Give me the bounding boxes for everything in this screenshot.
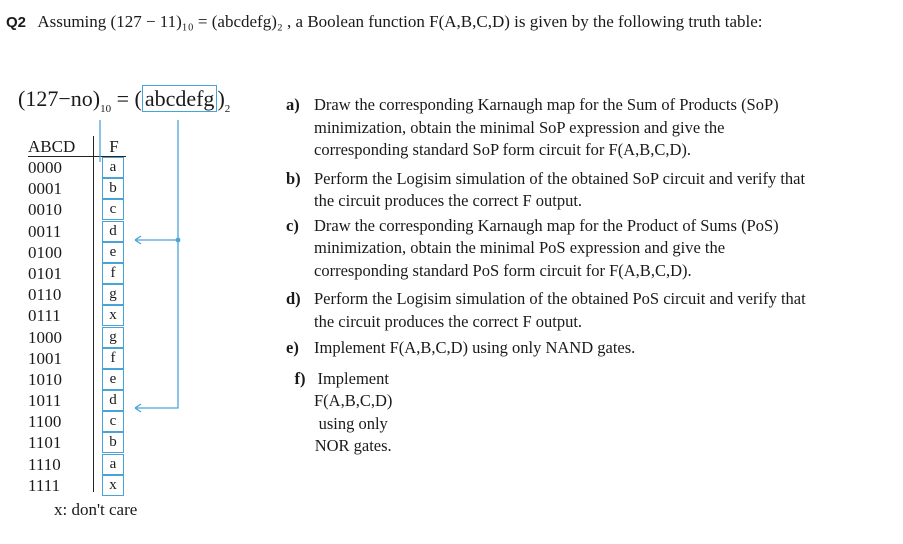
- row-inputs: 1011: [28, 391, 62, 411]
- row-output: d: [102, 221, 124, 242]
- row-output: d: [102, 390, 124, 411]
- question-part-a: [286, 94, 816, 162]
- row-inputs: 1110: [28, 454, 61, 474]
- question-parts: [286, 94, 816, 460]
- row-output: e: [102, 242, 124, 263]
- row-inputs: 1010: [28, 369, 62, 389]
- part-text: Implement F(A,B,C,D) using only NOR gates.: [314, 368, 393, 455]
- row-inputs: 0000: [28, 158, 62, 177]
- header-output: F: [109, 137, 119, 156]
- row-output: f: [102, 348, 124, 369]
- part-label: f): [294, 368, 306, 388]
- question-part-f: [286, 368, 393, 458]
- row-inputs: 0011: [28, 221, 62, 241]
- question-part-d: [286, 288, 816, 333]
- formula-boxed-bits: abcdefg: [142, 85, 218, 112]
- part-text: Draw the corresponding Karnaugh map for the Sum of Products (SoP) minimization, obtain the minimal SoP expression and give the corresponding standard SoP form circuit for F(A,B,C,D).: [314, 95, 779, 159]
- row-inputs: 1000: [28, 327, 62, 347]
- part-label: d): [286, 289, 301, 308]
- row-inputs: 0110: [28, 285, 62, 305]
- question-part-b: [286, 168, 816, 213]
- row-output: f: [102, 263, 124, 284]
- part-text: Perform the Logisim simulation of the obtained SoP circuit and verify that the circuit produces the correct F output.: [314, 168, 806, 210]
- row-inputs: 0100: [28, 242, 62, 262]
- row-output: e: [102, 369, 124, 390]
- formula-right-sub: 2: [224, 103, 231, 115]
- question-part-c: [286, 215, 816, 283]
- part-label: a): [286, 95, 300, 114]
- row-output: b: [102, 432, 124, 453]
- part-text: Perform the Logisim simulation of the obtained PoS circuit and verify that the circuit produces the correct F output.: [314, 289, 806, 331]
- row-inputs: 1001: [28, 348, 62, 368]
- row-output: b: [102, 178, 124, 199]
- part-label: b): [286, 168, 301, 188]
- dont-care-note: x: don't care: [54, 500, 138, 519]
- row-output: x: [102, 475, 124, 496]
- row-output: c: [102, 411, 124, 432]
- part-text: Draw the corresponding Karnaugh map for the Product of Sums (PoS) minimization, obtain the minimal PoS expression and give the corresponding standard PoS form circuit for F(A,B,C,D).: [314, 215, 779, 280]
- part-label: c): [286, 215, 299, 235]
- row-output: x: [102, 305, 124, 326]
- row-inputs: 0101: [28, 263, 62, 283]
- row-output: a: [102, 157, 124, 178]
- header-inputs: ABCD: [28, 137, 76, 156]
- formula-expression: $(127-no)_{10}$ = ( abcdefg )$_2$: [18, 86, 231, 115]
- row-inputs: 0010: [28, 200, 62, 220]
- row-inputs: 0001: [28, 179, 62, 199]
- question-number: Q2: [6, 14, 27, 31]
- question-text: Assuming (127 − 11)₁₀ = (abcdefg)₂ , a Boolean function F(A,B,C,D) is given by the following truth table:: [37, 12, 763, 31]
- row-inputs: 1101: [28, 433, 62, 453]
- part-label: e): [286, 338, 299, 357]
- question-part-e: [286, 337, 816, 360]
- row-inputs: 0111: [28, 306, 61, 326]
- formula-left-sub: 10: [100, 103, 112, 115]
- row-output: g: [102, 327, 124, 348]
- formula-equals: =: [111, 86, 135, 111]
- row-inputs: 1111: [28, 475, 61, 495]
- row-output: a: [102, 454, 124, 475]
- row-inputs: 1100: [28, 412, 62, 432]
- row-output: g: [102, 284, 124, 305]
- part-text: Implement F(A,B,C,D) using only NAND gates.: [314, 338, 636, 357]
- row-output: c: [102, 199, 124, 220]
- formula-left: (127−no): [18, 86, 101, 111]
